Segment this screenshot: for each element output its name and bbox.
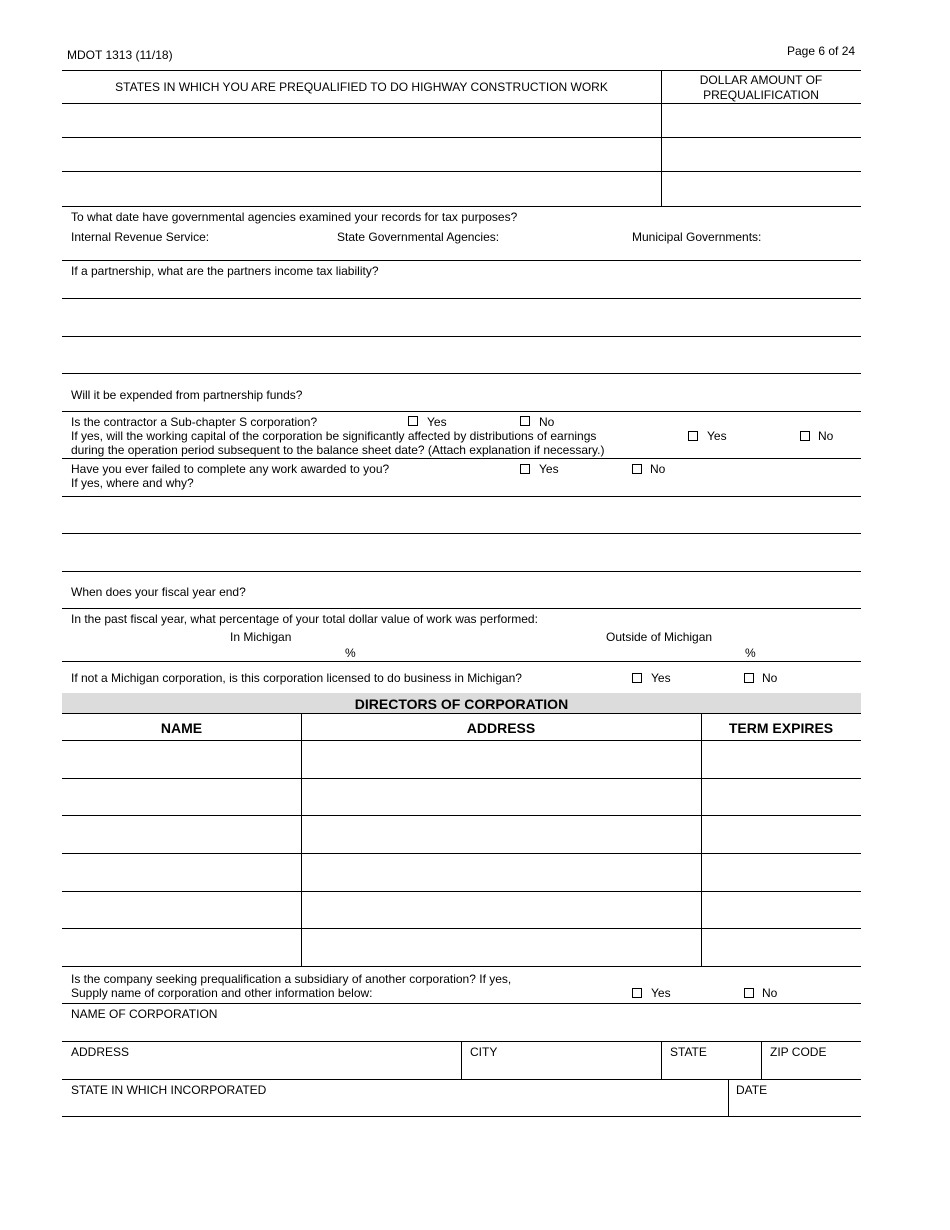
subsidiary-question-line2: Supply name of corporation and other information below: — [71, 986, 373, 1000]
subchapter-no-label: No — [539, 415, 555, 429]
page-number: Page 6 of 24 — [787, 44, 856, 58]
director-address-field-6[interactable] — [302, 929, 701, 965]
director-name-field-4[interactable] — [62, 854, 301, 890]
rule — [62, 458, 861, 459]
corporation-address-field[interactable] — [62, 1060, 461, 1078]
director-term-field-2[interactable] — [702, 779, 861, 815]
partnership-answer-field-2[interactable] — [62, 299, 861, 336]
director-name-field-6[interactable] — [62, 929, 301, 965]
directors-term-header: TERM EXPIRES — [728, 720, 834, 736]
tax-question: To what date have governmental agencies examined your records for tax purposes? — [71, 210, 518, 224]
subsidiary-no-label: No — [762, 986, 778, 1000]
municipal-date-field[interactable] — [768, 244, 858, 259]
directors-name-header: NAME — [160, 720, 203, 736]
subchapter-yes-checkbox[interactable] — [408, 416, 418, 426]
director-term-field-1[interactable] — [702, 741, 861, 777]
rule — [62, 608, 861, 609]
director-name-field-2[interactable] — [62, 779, 301, 815]
incorporated-state-label: STATE IN WHICH INCORPORATED — [71, 1083, 267, 1097]
license-yes-label: Yes — [651, 671, 671, 685]
failed-work-answer-field-2[interactable] — [62, 534, 861, 571]
failed-work-followup: If yes, where and why? — [71, 476, 194, 490]
fiscal-year-question: When does your fiscal year end? — [71, 585, 246, 599]
corporation-state-label: STATE — [670, 1045, 707, 1059]
corporation-zip-field[interactable] — [762, 1060, 861, 1078]
corporation-name-field[interactable] — [62, 1022, 861, 1040]
license-no-checkbox[interactable] — [744, 673, 754, 683]
rule — [62, 373, 861, 374]
failed-work-yes-checkbox[interactable] — [520, 464, 530, 474]
prequal-amount-field-1[interactable] — [662, 104, 861, 137]
corporation-state-field[interactable] — [662, 1060, 761, 1078]
director-address-field-5[interactable] — [302, 892, 701, 928]
in-michigan-percent-field[interactable] — [230, 645, 340, 659]
subsidiary-no-checkbox[interactable] — [744, 988, 754, 998]
director-term-field-4[interactable] — [702, 854, 861, 890]
subsidiary-yes-checkbox[interactable] — [632, 988, 642, 998]
director-name-field-1[interactable] — [62, 741, 301, 777]
prequal-state-field-1[interactable] — [62, 104, 661, 137]
license-question: If not a Michigan corporation, is this corporation licensed to do business in Michigan? — [71, 671, 522, 685]
director-address-field-1[interactable] — [302, 741, 701, 777]
subsidiary-yes-label: Yes — [651, 986, 671, 1000]
subsidiary-question-line1: Is the company seeking prequalification a subsidiary of another corporation? If yes, — [71, 972, 512, 986]
directors-address-header: ADDRESS — [466, 720, 536, 736]
corporation-city-field[interactable] — [462, 1060, 661, 1078]
incorporated-state-field[interactable] — [62, 1098, 728, 1116]
prequal-states-header: STATES IN WHICH YOU ARE PREQUALIFIED TO DO HIGHWAY CONSTRUCTION WORK — [115, 80, 608, 94]
incorporated-date-label: DATE — [736, 1083, 768, 1097]
municipal-label: Municipal Governments: — [632, 230, 762, 244]
in-michigan-label: In Michigan — [230, 630, 292, 644]
prequal-amount-header-line2: PREQUALIFICATION — [703, 88, 819, 102]
irs-label: Internal Revenue Service: — [71, 230, 210, 244]
rule — [62, 571, 861, 572]
rule — [62, 966, 861, 967]
director-address-field-4[interactable] — [302, 854, 701, 890]
state-agencies-label: State Governmental Agencies: — [337, 230, 500, 244]
director-term-field-3[interactable] — [702, 816, 861, 852]
prequal-amount-field-3[interactable] — [662, 172, 861, 206]
director-name-field-3[interactable] — [62, 816, 301, 852]
director-name-field-5[interactable] — [62, 892, 301, 928]
capital-affected-yes-label: Yes — [707, 429, 727, 443]
outside-michigan-percent-field[interactable] — [630, 645, 740, 659]
form-id: MDOT 1313 (11/18) — [67, 48, 173, 62]
director-address-field-2[interactable] — [302, 779, 701, 815]
incorporated-date-field[interactable] — [729, 1098, 861, 1116]
subchapter-question: Is the contractor a Sub-chapter S corporation? — [71, 415, 318, 429]
corporation-city-label: CITY — [470, 1045, 498, 1059]
capital-affected-no-checkbox[interactable] — [800, 431, 810, 441]
capital-affected-yes-checkbox[interactable] — [688, 431, 698, 441]
license-no-label: No — [762, 671, 778, 685]
director-term-field-5[interactable] — [702, 892, 861, 928]
rule — [62, 411, 861, 412]
rule — [62, 1079, 861, 1080]
directors-title: DIRECTORS OF CORPORATION — [354, 696, 569, 712]
partnership-answer-field-3[interactable] — [62, 337, 861, 373]
outside-michigan-percent-sign: % — [745, 646, 756, 660]
prequal-state-field-3[interactable] — [62, 172, 661, 206]
irs-date-field[interactable] — [215, 244, 325, 259]
failed-work-answer-field-1[interactable] — [62, 497, 861, 533]
subchapter-yes-label: Yes — [427, 415, 447, 429]
failed-work-no-label: No — [650, 462, 666, 476]
prequal-amount-header-line1: DOLLAR AMOUNT OF — [699, 73, 823, 87]
rule — [62, 70, 861, 71]
rule — [62, 260, 861, 261]
rule — [62, 206, 861, 207]
work-percentage-question: In the past fiscal year, what percentage of your total dollar value of work was performed: — [71, 612, 538, 626]
failed-work-yes-label: Yes — [539, 462, 559, 476]
rule — [62, 661, 861, 662]
prequal-amount-field-2[interactable] — [662, 138, 861, 171]
fiscal-year-field[interactable] — [260, 580, 855, 604]
license-yes-checkbox[interactable] — [632, 673, 642, 683]
subchapter-no-checkbox[interactable] — [520, 416, 530, 426]
corporation-zip-label: ZIP CODE — [770, 1045, 827, 1059]
partnership-question: If a partnership, what are the partners income tax liability? — [71, 264, 379, 278]
rule — [62, 713, 861, 714]
in-michigan-percent-sign: % — [345, 646, 356, 660]
outside-michigan-label: Outside of Michigan — [606, 630, 713, 644]
failed-work-no-checkbox[interactable] — [632, 464, 642, 474]
rule — [62, 1003, 861, 1004]
rule — [62, 1116, 861, 1117]
partnership-funds-question: Will it be expended from partnership funds? — [71, 388, 303, 402]
capital-affected-no-label: No — [818, 429, 834, 443]
prequal-state-field-2[interactable] — [62, 138, 661, 171]
corporation-address-label: ADDRESS — [71, 1045, 130, 1059]
failed-work-question: Have you ever failed to complete any work awarded to you? — [71, 462, 390, 476]
partnership-answer-field-1[interactable] — [62, 280, 861, 298]
state-agencies-date-field[interactable] — [507, 244, 622, 259]
corporation-name-label: NAME OF CORPORATION — [71, 1007, 218, 1021]
director-term-field-6[interactable] — [702, 929, 861, 965]
director-address-field-3[interactable] — [302, 816, 701, 852]
subchapter-followup-line2: during the operation period subsequent to the balance sheet date? (Attach explanation if necessary.) — [71, 443, 605, 457]
subchapter-followup-line1: If yes, will the working capital of the corporation be significantly affected by distributions of earnings — [71, 429, 597, 443]
